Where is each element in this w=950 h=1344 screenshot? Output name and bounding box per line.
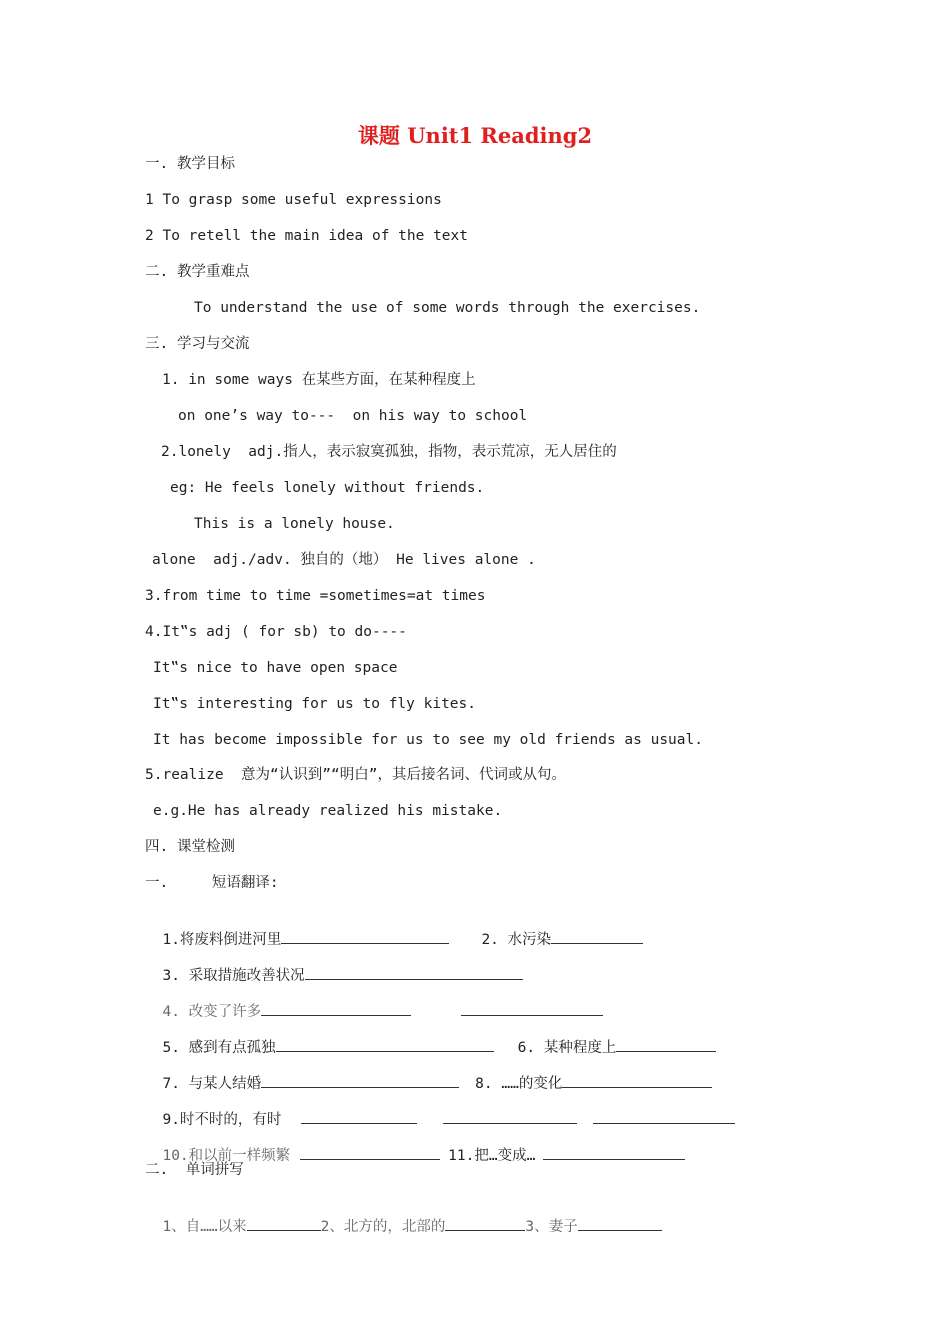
point-1: 1. in some ways 在某些方面，在某种程度上: [162, 372, 476, 388]
question-2: 2. 水污染: [481, 932, 552, 948]
point-4-example-1: It‟s nice to have open space: [153, 660, 398, 676]
section-heading-study: 三. 学习与交流: [145, 336, 250, 352]
answer-blank-9a[interactable]: [301, 1109, 417, 1124]
word-1: 1、自……以来: [162, 1219, 247, 1235]
word-row-1: [145, 1196, 662, 1237]
exercise-2-heading: 二. 单词拼写: [145, 1162, 244, 1178]
point-5-example: e.g.He has already realized his mistake.: [153, 803, 503, 819]
point-2-example-2: This is a lonely house.: [194, 516, 395, 532]
answer-blank-7[interactable]: [261, 1073, 459, 1088]
answer-blank-4a[interactable]: [261, 1001, 411, 1016]
word-blank-3[interactable]: [578, 1216, 662, 1231]
objective-2: 2 To retell the main idea of the text: [145, 228, 469, 244]
point-5: 5.realize 意为“认识到”“明白”，其后接名词、代词或从句。: [145, 767, 566, 783]
question-11: 11.把…变成…: [448, 1148, 536, 1164]
question-6: 6. 某种程度上: [517, 1040, 617, 1056]
answer-blank-10[interactable]: [300, 1145, 440, 1160]
word-blank-1[interactable]: [247, 1216, 321, 1231]
answer-blank-5[interactable]: [276, 1037, 494, 1052]
question-row-2: [145, 945, 523, 986]
point-1-example: on one’s way to--- on his way to school: [178, 408, 528, 424]
answer-blank-4b[interactable]: [461, 1001, 603, 1016]
point-2: 2.lonely adj.指人，表示寂寞孤独，指物，表示荒凉，无人居住的: [161, 444, 617, 460]
answer-blank-3[interactable]: [305, 965, 523, 980]
question-1: 1.将废料倒进河里: [162, 932, 282, 948]
point-4-example-2: It‟s interesting for us to fly kites.: [153, 696, 477, 712]
question-9: 9.时不时的，有时: [162, 1112, 282, 1128]
answer-blank-9b[interactable]: [443, 1109, 577, 1124]
question-7: 7. 与某人结婚: [162, 1076, 262, 1092]
section-heading-keypoints: 二. 教学重难点: [145, 264, 250, 280]
document-title: 课题 Unit1 Reading2: [357, 123, 593, 148]
question-10: 10.和以前一样频繁: [162, 1148, 291, 1164]
word-2: 2、北方的，北部的: [320, 1219, 446, 1235]
word-3: 3、妻子: [525, 1219, 578, 1235]
answer-blank-1[interactable]: [281, 929, 449, 944]
word-blank-2[interactable]: [445, 1216, 525, 1231]
exercise-1-heading: 一. 短语翻译:: [145, 875, 279, 891]
answer-blank-6[interactable]: [616, 1037, 716, 1052]
point-4: 4.It‟s adj ( for sb) to do----: [145, 624, 407, 640]
answer-blank-8[interactable]: [562, 1073, 712, 1088]
question-row-1: [145, 909, 643, 950]
point-2-example-1: eg: He feels lonely without friends.: [170, 480, 485, 496]
question-4: 4. 改变了许多: [162, 1004, 262, 1020]
section-heading-test: 四. 课堂检测: [145, 839, 235, 855]
point-3: 3.from time to time =sometimes=at times: [145, 588, 486, 604]
keypoint-text: To understand the use of some words through the exercises.: [194, 300, 701, 316]
section-heading-objectives: 一. 教学目标: [145, 156, 235, 172]
answer-blank-11[interactable]: [543, 1145, 685, 1160]
objective-1: 1 To grasp some useful expressions: [145, 192, 442, 208]
point-4-example-3: It has become impossible for us to see my old friends as usual.: [153, 732, 703, 748]
question-8: 8. ……的变化: [475, 1076, 563, 1092]
question-3: 3. 采取措施改善状况: [162, 968, 305, 984]
question-row-6: [145, 1089, 735, 1130]
question-row-3: [145, 981, 603, 1022]
question-5: 5. 感到有点孤独: [162, 1040, 276, 1056]
answer-blank-9c[interactable]: [593, 1109, 735, 1124]
point-2-alone: alone adj./adv. 独自的（地） He lives alone .: [152, 552, 536, 568]
answer-blank-2[interactable]: [551, 929, 643, 944]
question-row-4: [145, 1017, 716, 1058]
question-row-5: [145, 1053, 712, 1094]
